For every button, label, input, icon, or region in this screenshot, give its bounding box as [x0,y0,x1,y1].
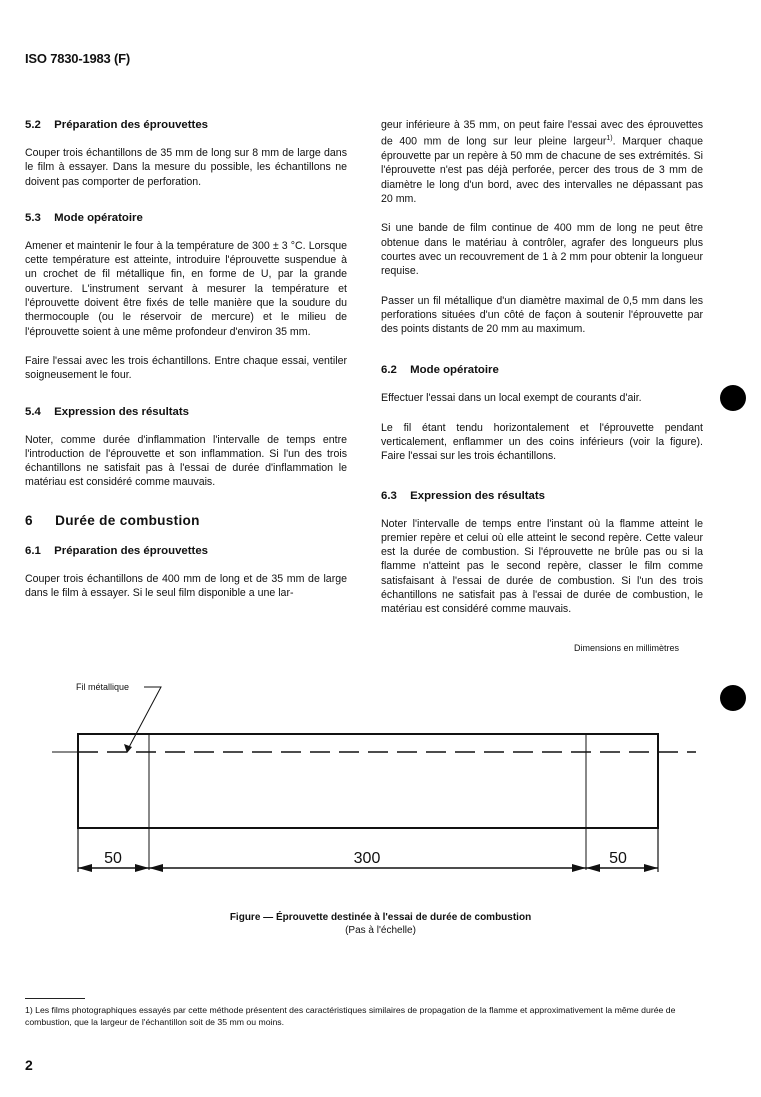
section-title: Mode opératoire [410,364,499,377]
section-6-heading [25,512,347,529]
section-5-3-heading [25,211,347,226]
section-6-2-heading [381,363,703,378]
arrowhead [586,864,600,872]
section-number: 5.4 [25,405,41,418]
paragraph: Couper trois échantillons de 35 mm de long sur 8 mm de large dans le film à essayer. Dans la mesure du possible, les échantillons ne doivent pas comporter de perforation. [25,147,347,188]
paragraph: Amener et maintenir le four à la température de 300 ± 3 °C. Lorsque cette température est atteinte, introduire l'éprouvette suspendue à un crochet de fil métallique fin, en forme de U, par la grande ouverture. L'instrument servant à mesurer la température et l'éprouvette doivent être fixés de telle manière que la soudure du thermocouple (ou le réservoir de mercure) et le milieu de l'éprouvette soient à une même profondeur d'environ 35 mm. [25,239,347,338]
specimen-outline [78,734,658,828]
paragraph: Noter, comme durée d'inflammation l'intervalle de temps entre l'introduction de l'éprouvette et son inflammation. Si l'un des trois échantillons ne satisfait pas à l'essai de durée d'inflammation le matériau est considéré comme mauvais. [25,433,347,489]
dimension-middle-label: 300 [353,850,381,867]
right-column [381,118,703,632]
arrowhead [135,864,149,872]
section-title: Expression des résultats [410,489,546,502]
section-5-4-heading [25,405,347,420]
arrowhead [149,864,163,872]
section-6-1-heading [25,544,347,559]
section-number: 6 [25,512,33,528]
section-title: Préparation des éprouvettes [54,544,208,557]
footnote-divider [25,998,85,999]
section-5-2-heading [25,118,347,133]
arrowhead [572,864,586,872]
page-number: 2 [25,1057,33,1073]
wire-label: Fil métallique [76,682,130,692]
paragraph: Faire l'essai avec les trois échantillons. Entre chaque essai, ventiler soigneusement le four. [25,354,347,382]
change-marker-dot [720,385,746,411]
paragraph: Noter l'intervalle de temps entre l'instant où la flamme atteint le premier repère et celui où elle atteint le second repère. Cette valeur est la durée de combustion. Si l'éprouvette ne brûle pas ou si la flamme n'atteint pas le second repère, classer le film comme satisfaisant à l'essai de durée de combustion. Si l'un des trois échantillons ne satisfait pas à l'essai de durée de combustion, le matériau est considéré comme mauvais. [381,517,703,616]
paragraph: Effectuer l'essai dans un local exempt de courants d'air. [381,392,642,405]
section-number: 6.2 [381,364,397,377]
footnote: 1) Les films photographiques essayés par cette méthode présentent des caractéristiques similaires de propagation de la flamme et approximativement la même durée de combustion, que la largeur de l'échantillon soit de 35 mm ou moins. [25,1005,676,1027]
section-number: 6.1 [25,544,41,557]
section-title: Préparation des éprouvettes [54,119,208,131]
document-id: ISO 7830-1983 (F) [25,51,130,66]
paragraph: Le fil étant tendu horizontalement et l'éprouvette pendant verticalement, enflammer un des coins inférieurs (voir la figure). Faire l'essai sur les trois échantillons. [381,421,703,463]
section-title: Mode opératoire [54,211,143,224]
section-6-3-heading [381,489,703,504]
section-title: Durée de combustion [55,512,200,528]
paragraph: geur inférieure à 35 mm, on peut faire l'essai avec des éprouvettes de 400 mm de long sur leur pleine largeur$^{1)}$. Marquer chaque éprouvette par un repère à 50 mm de chacune de ses extrémités. Si l'éprouvette n'est pas déjà perforée, percer des trous de 3 mm de diamètre le long d'un bord, avec des intervalles ne dépassant pas 20 mm. [381,119,703,206]
arrowhead [78,864,92,872]
section-number: 5.2 [25,119,41,131]
arrowhead [644,864,658,872]
paragraph: Si une bande de film continue de 400 mm de long ne peut être obtenue dans le matériau à contrôler, agrafer des longueurs plus courtes avec un recouvrement de 1 à 2 mm pour obtenir la longueur requise. [381,222,703,278]
paragraph: Couper trois échantillons de 400 mm de long et de 35 mm de large dans le film à essayer. Si le seul film disponible a une lar- [25,572,347,600]
section-number: 5.3 [25,211,41,224]
figure-caption [0,912,761,937]
figure-caption-subtitle: (Pas à l'échelle) [345,924,416,936]
figure-caption-title: Figure — Éprouvette destinée à l'essai de durée de combustion [229,912,532,923]
dimensions-note: Dimensions en millimètres [574,643,680,653]
dimension-right-label: 50 [609,850,627,867]
footnote-ref: 1) [606,135,613,143]
dimension-left-label: 50 [104,850,122,867]
left-column [25,118,347,615]
section-number: 6.3 [381,489,397,502]
specimen-figure [0,660,761,910]
paragraph: Passer un fil métallique d'un diamètre maximal de 0,5 mm dans les perforations situées d'un côté de façon à soutenir l'éprouvette par des points distants de 20 mm au maximum. [381,294,703,336]
wire-leader-line [127,687,161,751]
section-title: Expression des résultats [54,405,190,418]
